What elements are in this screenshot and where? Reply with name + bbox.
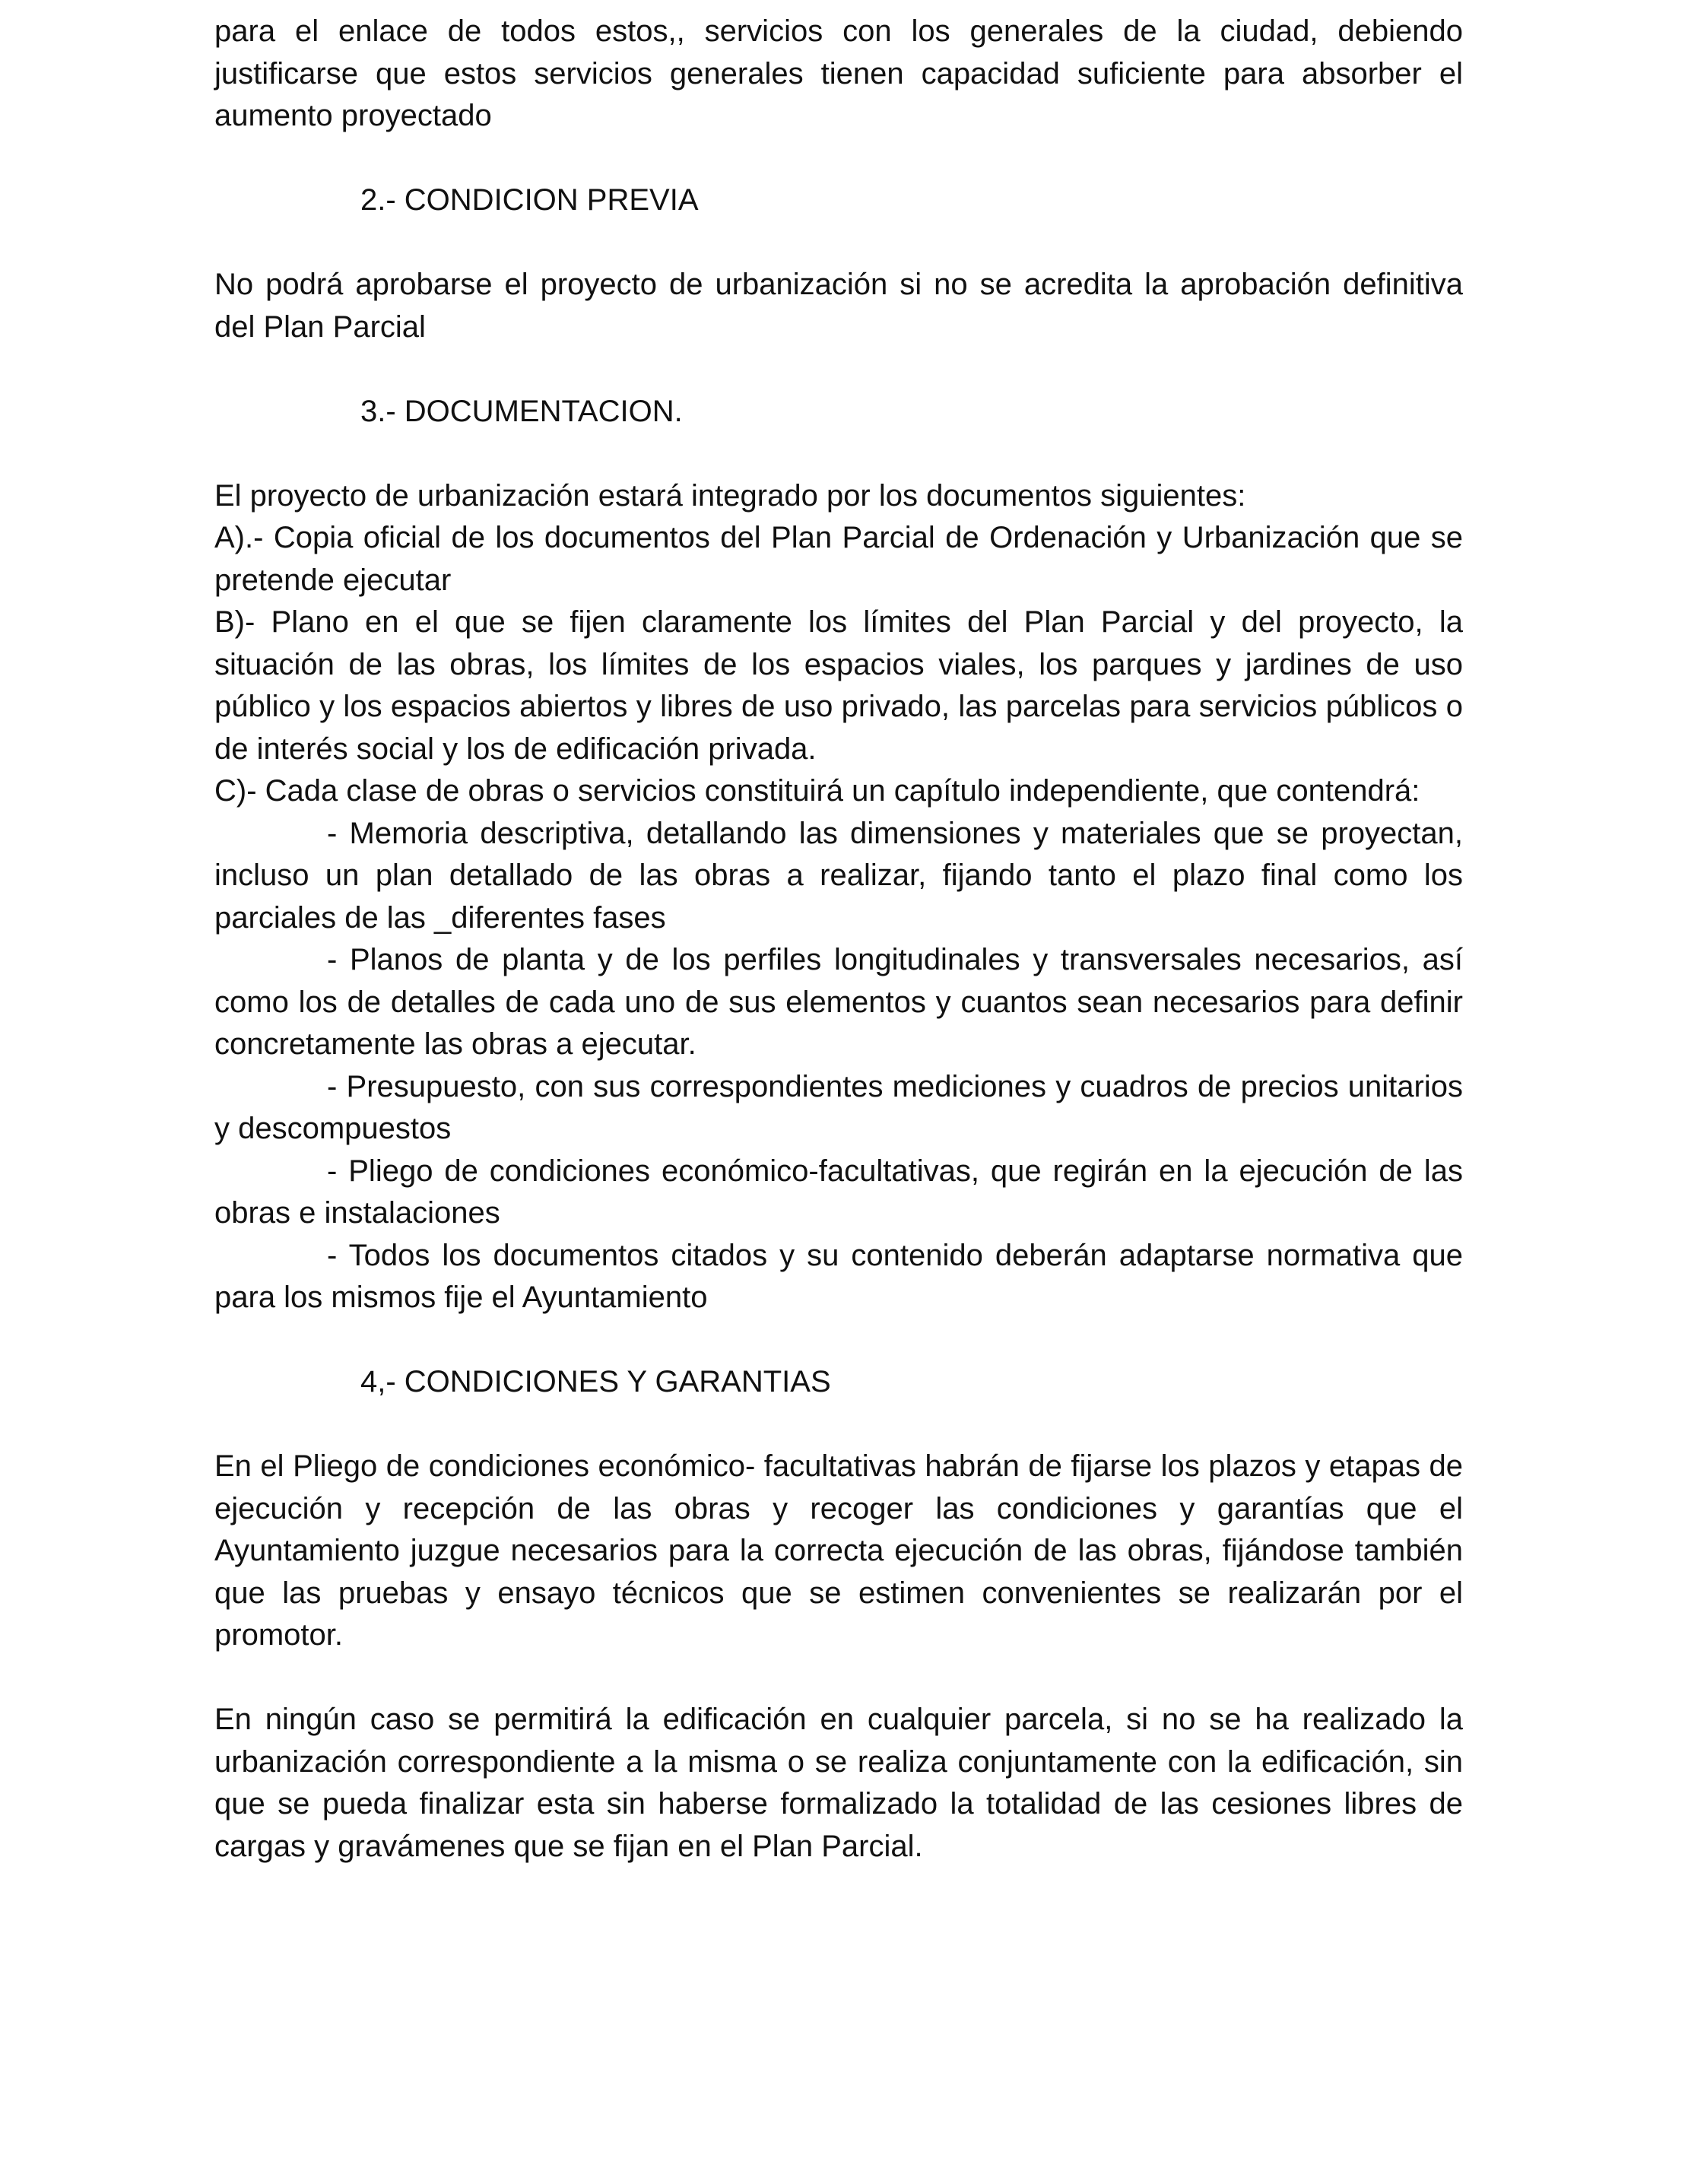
section-2-paragraph: No podrá aprobarse el proyecto de urbanización si no se acredita la aprobación definitiva del Plan Parcial <box>214 268 1463 344</box>
item-b: B)- Plano en el que se fijen claramente los límites del Plan Parcial y del proyecto, la situación de las obras, los límites de los espacios viales, los parques y jardines de uso público y los espacios abiertos y libres de uso privado, las parcelas para servicios públicos o de interés social y los de edificación privada. <box>214 605 1463 766</box>
list-item: - Planos de planta y de los perfiles longitudinales y transversales necesarios, así como los de detalles de cada uno de sus elementos y cuantos sean necesarios para definir concretamente las obras a ejecutar. <box>214 943 1463 1061</box>
spacer <box>214 222 1463 265</box>
document-page <box>214 11 1463 1868</box>
list-item: - Pliego de condiciones económico-facultativas, que regirán en la ejecución de las obras e instalaciones <box>214 1154 1463 1230</box>
list-item: - Presupuesto, con sus correspondientes mediciones y cuadros de precios unitarios y descompuestos <box>214 1069 1463 1145</box>
spacer <box>214 1319 1463 1362</box>
section-3-lead: El proyecto de urbanización estará integrado por los documentos siguientes: <box>214 478 1246 513</box>
item-a: A).- Copia oficial de los documentos del Plan Parcial de Ordenación y Urbanización que se pretende ejecutar <box>214 521 1463 597</box>
list-item: - Todos los documentos citados y su contenido deberán adaptarse normativa que para los mismos fije el Ayuntamiento <box>214 1238 1463 1314</box>
list-item: - Memoria descriptiva, detallando las dimensiones y materiales que se proyectan, incluso un plan detallado de las obras a realizar, fijando tanto el plazo final como los parciales de las _diferentes fases <box>214 816 1463 935</box>
section-3-heading: 3.- DOCUMENTACION. <box>360 394 683 428</box>
spacer <box>214 138 1463 180</box>
intro-paragraph: para el enlace de todos estos,, servicios con los generales de la ciudad, debiendo justificarse que estos servicios generales tienen capacidad suficiente para absorber el aumento proyectado <box>214 14 1463 132</box>
spacer <box>214 348 1463 391</box>
section-2-heading: 2.- CONDICION PREVIA <box>360 183 699 217</box>
spacer <box>214 1404 1463 1446</box>
item-c: C)- Cada clase de obras o servicios constituirá un capítulo independiente, que contendrá: <box>214 774 1420 808</box>
section-4-paragraph-2: En ningún caso se permitirá la edificación en cualquier parcela, si no se ha realizado la urbanización correspondiente a la misma o se realiza conjuntamente con la edificación, sin que se pueda finalizar esta sin haberse formalizado la totalidad de las cesiones libres de cargas y gravámenes que se fijan en el Plan Parcial. <box>214 1703 1463 1863</box>
section-4-heading: 4,- CONDICIONES Y GARANTIAS <box>360 1365 831 1398</box>
spacer <box>214 1657 1463 1700</box>
spacer <box>214 433 1463 475</box>
section-4-paragraph-1: En el Pliego de condiciones económico- facultativas habrán de fijarse los plazos y etapas de ejecución y recepción de las obras y recoger las condiciones y garantías que el Ayuntamiento juzgue necesarios para la correcta ejecución de las obras, fijándose también que las pruebas y ensayo técnicos que se estimen convenientes se realizarán por el promotor. <box>214 1449 1463 1652</box>
